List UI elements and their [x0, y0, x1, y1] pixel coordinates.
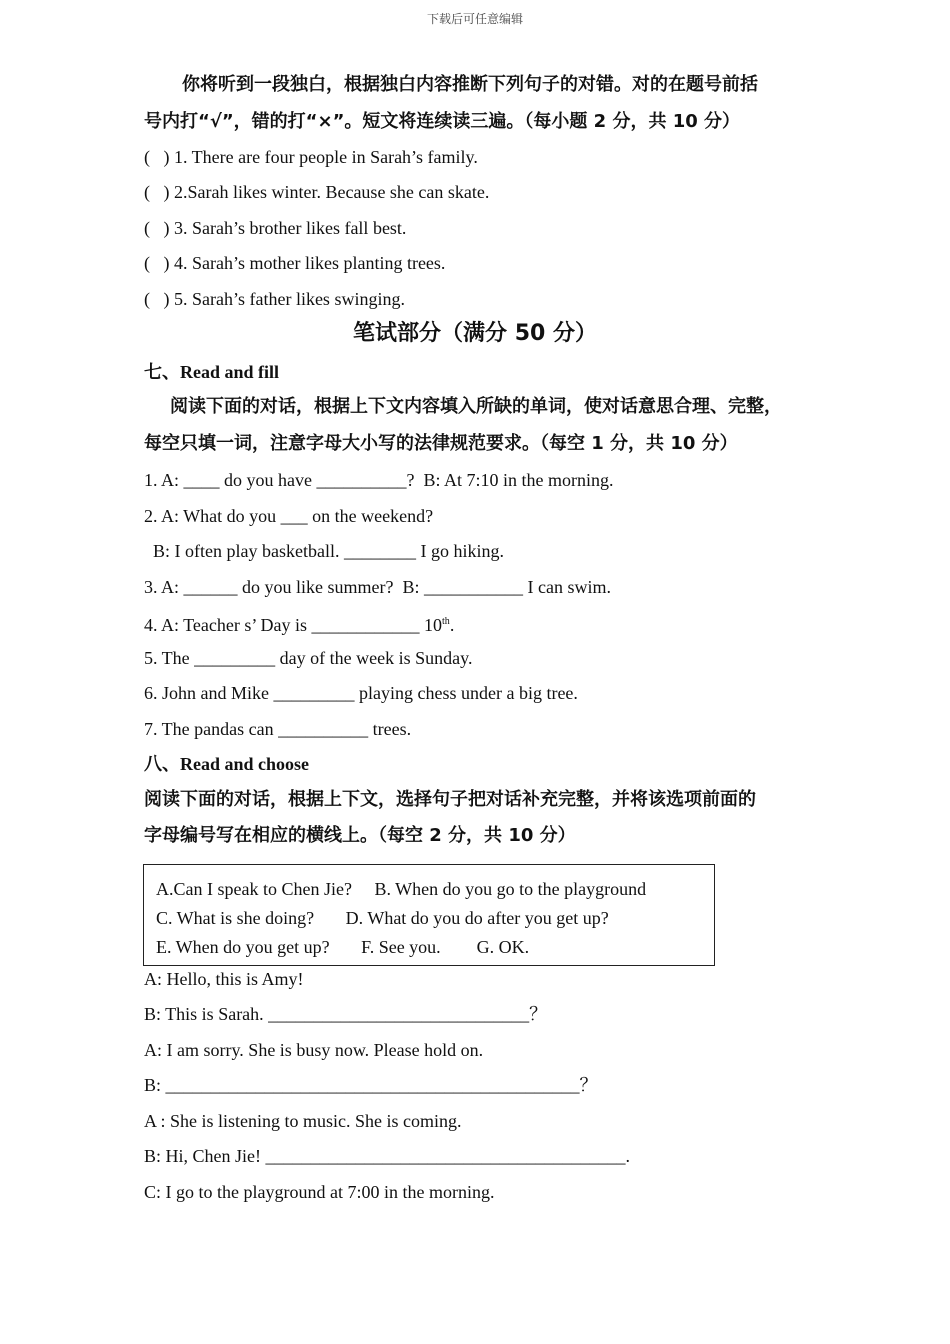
dialogue-line: B: This is Sarah. _____________________________？	[144, 1004, 548, 1024]
fill-item: 1. A: ____ do you have __________? B: At 7:10 in the morning.	[144, 470, 614, 490]
written-part-title: 笔试部分（满分 50 分）	[353, 321, 597, 346]
dialogue-line: A: Hello, this is Amy!	[144, 969, 304, 989]
section8-heading: 八、Read and choose	[144, 754, 310, 774]
section8-instruction-line2: 字母编号写在相应的横线上。（每空 2 分，共 10 分）	[144, 825, 576, 846]
fill-item: 6. John and Mike _________ playing chess under a big tree.	[144, 683, 578, 703]
listening-item: ( ) 3. Sarah’s brother likes fall best.	[144, 218, 407, 238]
superscript-th: th	[442, 616, 450, 627]
option-row: E. When do you get up? F. See you. G. OK.	[156, 937, 530, 957]
fill-item: B: I often play basketball. ________ I go hiking.	[144, 541, 504, 561]
option-row: C. What is she doing? D. What do you do after you get up?	[156, 908, 609, 928]
fill-item: 2. A: What do you ___ on the weekend?	[144, 506, 434, 526]
section8-instruction-line1: 阅读下面的对话，根据上下文，选择句子把对话补充完整，并将该选项前面的	[144, 789, 756, 810]
dialogue-line: A : She is listening to music. She is coming.	[144, 1111, 462, 1131]
fill-item: 5. The _________ day of the week is Sunday.	[144, 648, 473, 668]
listening-item: ( ) 5. Sarah’s father likes swinging.	[144, 289, 405, 309]
option-row: A.Can I speak to Chen Jie? B. When do you go to the playground	[156, 879, 647, 899]
options-box	[143, 864, 715, 966]
listening-item: ( ) 4. Sarah’s mother likes planting trees.	[144, 253, 446, 273]
listening-instruction-line1: 你将听到一段独白，根据独白内容推断下列句子的对错。对的在题号前括	[182, 74, 758, 95]
fill-item-4	[144, 610, 454, 637]
fill-item-4-text: 4. A: Teacher s’ Day is ____________ 10	[144, 615, 443, 635]
section7-heading: 七、Read and fill	[144, 362, 280, 382]
section7-instruction-line2: 每空只填一词，注意字母大小写的法律规范要求。（每空 1 分，共 10 分）	[144, 433, 738, 454]
section7-instruction-line1: 阅读下面的对话，根据上下文内容填入所缺的单词，使对话意思合理、完整，	[170, 396, 782, 417]
listening-item: ( ) 1. There are four people in Sarah’s family.	[144, 147, 478, 167]
dialogue-line: B: ______________________________________________？	[144, 1075, 598, 1095]
dialogue-line: A: I am sorry. She is busy now. Please hold on.	[144, 1040, 484, 1060]
fill-item-4-period: .	[449, 615, 455, 635]
dialogue-line: B: Hi, Chen Jie! ________________________________________.	[144, 1146, 630, 1166]
listening-item: ( ) 2.Sarah likes winter. Because she can skate.	[144, 182, 490, 202]
dialogue-line: C: I go to the playground at 7:00 in the morning.	[144, 1182, 495, 1202]
listening-instruction-line2: 号内打“√”，错的打“×”。短文将连续读三遍。（每小题 2 分，共 10 分）	[144, 111, 741, 132]
page-header: 下载后可任意编辑	[426, 12, 523, 26]
fill-item: 3. A: ______ do you like summer? B: ___________ I can swim.	[144, 577, 611, 597]
fill-item: 7. The pandas can __________ trees.	[144, 719, 412, 739]
